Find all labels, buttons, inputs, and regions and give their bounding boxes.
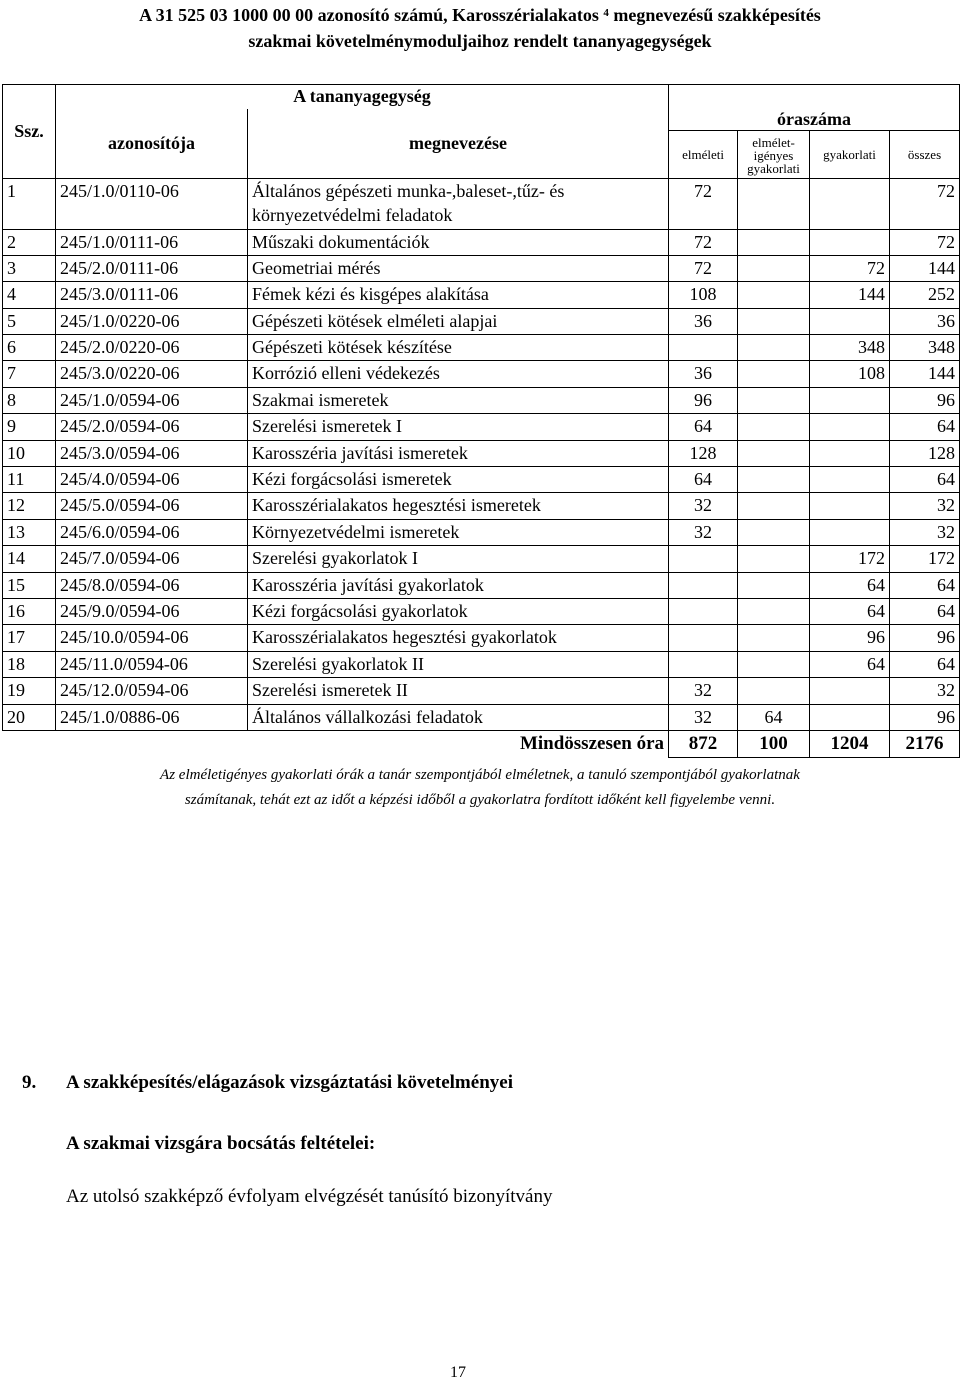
row-id: 245/11.0/0594-06 — [56, 651, 248, 677]
row-gyakorlati — [810, 493, 890, 519]
row-id: 245/8.0/0594-06 — [56, 572, 248, 598]
table-row — [3, 308, 960, 334]
table-row — [3, 255, 960, 281]
row-name: Általános vállalkozási feladatok — [248, 704, 669, 730]
row-number: 16 — [3, 598, 56, 624]
table-row — [3, 178, 960, 229]
row-osszes: 32 — [890, 519, 960, 545]
row-osszes: 64 — [890, 467, 960, 493]
row-elmeleti: 32 — [669, 678, 738, 704]
row-elmeleti: 64 — [669, 414, 738, 440]
row-id: 245/10.0/0594-06 — [56, 625, 248, 651]
row-number: 20 — [3, 704, 56, 730]
table-row — [3, 361, 960, 387]
row-elmeletigenyes — [738, 572, 810, 598]
row-gyakorlati — [810, 308, 890, 334]
row-name: Gépészeti kötések elméleti alapjai — [248, 308, 669, 334]
row-id: 245/12.0/0594-06 — [56, 678, 248, 704]
row-gyakorlati: 64 — [810, 598, 890, 624]
row-name: Karosszérialakatos hegesztési ismeretek — [248, 493, 669, 519]
row-name: Általános gépészeti munka-,baleset-,tűz- és környezetvédelmi feladatok — [248, 178, 669, 229]
table-row — [3, 229, 960, 255]
row-elmeleti: 72 — [669, 229, 738, 255]
row-gyakorlati — [810, 229, 890, 255]
row-number: 19 — [3, 678, 56, 704]
row-name: Szerelési gyakorlatok I — [248, 546, 669, 572]
row-gyakorlati: 64 — [810, 651, 890, 677]
row-elmeletigenyes — [738, 546, 810, 572]
row-elmeletigenyes — [738, 598, 810, 624]
total-row — [3, 730, 960, 757]
row-elmeleti: 32 — [669, 704, 738, 730]
footnote-line-1: Az elméletigényes gyakorlati órák a tanár szempontjából elméletnek, a tanuló szempontjából gyakorlatnak — [160, 767, 800, 783]
row-elmeleti — [669, 546, 738, 572]
title-line-1-end: megnevezésű szakképesítés — [608, 5, 821, 25]
row-elmeleti — [669, 335, 738, 361]
row-name: Karosszéria javítási ismeretek — [248, 440, 669, 466]
title-line-1 — [40, 2, 920, 28]
row-elmeleti: 96 — [669, 387, 738, 413]
table-row — [3, 440, 960, 466]
row-osszes: 96 — [890, 704, 960, 730]
row-elmeletigenyes — [738, 361, 810, 387]
table-row — [3, 651, 960, 677]
row-name: Műszaki dokumentációk — [248, 229, 669, 255]
row-gyakorlati: 144 — [810, 282, 890, 308]
section-number: 9. — [22, 1072, 37, 1093]
row-id: 245/9.0/0594-06 — [56, 598, 248, 624]
table-row — [3, 704, 960, 730]
footnote — [40, 763, 920, 813]
row-id: 245/5.0/0594-06 — [56, 493, 248, 519]
table-row — [3, 519, 960, 545]
row-elmeleti: 108 — [669, 282, 738, 308]
row-osszes: 252 — [890, 282, 960, 308]
row-id: 245/1.0/0594-06 — [56, 387, 248, 413]
row-osszes: 172 — [890, 546, 960, 572]
row-gyakorlati: 72 — [810, 255, 890, 281]
header-elmeletigenyes: elmélet-igényes gyakorlati — [738, 130, 810, 178]
table-row — [3, 493, 960, 519]
row-osszes: 32 — [890, 678, 960, 704]
row-elmeleti: 64 — [669, 467, 738, 493]
row-number: 3 — [3, 255, 56, 281]
row-number: 13 — [3, 519, 56, 545]
row-number: 6 — [3, 335, 56, 361]
header-group: A tananyagegység — [56, 85, 669, 109]
row-id: 245/4.0/0594-06 — [56, 467, 248, 493]
row-id: 245/2.0/0111-06 — [56, 255, 248, 281]
row-elmeleti: 32 — [669, 493, 738, 519]
row-gyakorlati — [810, 519, 890, 545]
row-id: 245/3.0/0594-06 — [56, 440, 248, 466]
header-gyakorlati: gyakorlati — [810, 130, 890, 178]
row-number: 12 — [3, 493, 56, 519]
row-id: 245/1.0/0110-06 — [56, 178, 248, 229]
row-gyakorlati: 96 — [810, 625, 890, 651]
row-name: Karosszéria javítási gyakorlatok — [248, 572, 669, 598]
row-elmeleti: 36 — [669, 308, 738, 334]
row-elmeleti — [669, 625, 738, 651]
row-gyakorlati — [810, 414, 890, 440]
table-row — [3, 572, 960, 598]
row-gyakorlati: 64 — [810, 572, 890, 598]
row-gyakorlati: 348 — [810, 335, 890, 361]
row-name: Geometriai mérés — [248, 255, 669, 281]
row-number: 9 — [3, 414, 56, 440]
row-id: 245/1.0/0111-06 — [56, 229, 248, 255]
row-osszes: 64 — [890, 572, 960, 598]
table-row — [3, 387, 960, 413]
total-gyakorlati: 1204 — [810, 730, 890, 757]
row-number: 8 — [3, 387, 56, 413]
row-gyakorlati: 172 — [810, 546, 890, 572]
row-elmeletigenyes — [738, 519, 810, 545]
row-elmeleti: 36 — [669, 361, 738, 387]
total-elmeleti: 872 — [669, 730, 738, 757]
row-gyakorlati — [810, 440, 890, 466]
row-elmeletigenyes — [738, 308, 810, 334]
row-osszes: 96 — [890, 387, 960, 413]
row-gyakorlati — [810, 178, 890, 229]
row-elmeleti: 72 — [669, 255, 738, 281]
table-row — [3, 467, 960, 493]
header-osszes: összes — [890, 130, 960, 178]
row-elmeletigenyes — [738, 282, 810, 308]
row-id: 245/2.0/0220-06 — [56, 335, 248, 361]
row-elmeletigenyes — [738, 178, 810, 229]
row-id: 245/6.0/0594-06 — [56, 519, 248, 545]
row-name: Kézi forgácsolási ismeretek — [248, 467, 669, 493]
row-name: Környezetvédelmi ismeretek — [248, 519, 669, 545]
row-osszes: 72 — [890, 178, 960, 229]
row-name: Kézi forgácsolási gyakorlatok — [248, 598, 669, 624]
condition-text: Az utolsó szakképző évfolyam elvégzését tanúsító bizonyítvány — [66, 1186, 553, 1207]
row-elmeletigenyes — [738, 493, 810, 519]
row-id: 245/2.0/0594-06 — [56, 414, 248, 440]
row-number: 14 — [3, 546, 56, 572]
row-elmeleti: 32 — [669, 519, 738, 545]
total-elmeletigenyes: 100 — [738, 730, 810, 757]
row-number: 18 — [3, 651, 56, 677]
row-name: Karosszérialakatos hegesztési gyakorlatok — [248, 625, 669, 651]
page-number: 17 — [450, 1364, 466, 1381]
row-osszes: 64 — [890, 414, 960, 440]
row-elmeletigenyes — [738, 335, 810, 361]
row-elmeleti: 72 — [669, 178, 738, 229]
row-osszes: 72 — [890, 229, 960, 255]
row-osszes: 144 — [890, 361, 960, 387]
row-osszes: 144 — [890, 255, 960, 281]
row-elmeleti: 128 — [669, 440, 738, 466]
row-name: Szerelési gyakorlatok II — [248, 651, 669, 677]
table-row — [3, 625, 960, 651]
header-hours-blank — [669, 85, 960, 109]
sub-heading: A szakmai vizsgára bocsátás feltételei: — [66, 1133, 376, 1154]
row-id: 245/1.0/0220-06 — [56, 308, 248, 334]
table-row — [3, 335, 960, 361]
row-elmeleti — [669, 598, 738, 624]
row-gyakorlati: 108 — [810, 361, 890, 387]
row-name: Fémek kézi és kisgépes alakítása — [248, 282, 669, 308]
row-number: 7 — [3, 361, 56, 387]
row-id: 245/3.0/0111-06 — [56, 282, 248, 308]
total-label: Mindösszesen óra — [56, 730, 669, 757]
row-elmeletigenyes — [738, 229, 810, 255]
row-gyakorlati — [810, 387, 890, 413]
row-number: 17 — [3, 625, 56, 651]
total-osszes: 2176 — [890, 730, 960, 757]
total-empty — [3, 730, 56, 757]
row-elmeletigenyes — [738, 414, 810, 440]
row-id: 245/7.0/0594-06 — [56, 546, 248, 572]
row-osszes: 32 — [890, 493, 960, 519]
header-id: azonosítója — [56, 109, 248, 179]
row-number: 5 — [3, 308, 56, 334]
row-elmeletigenyes — [738, 651, 810, 677]
row-number: 10 — [3, 440, 56, 466]
row-gyakorlati — [810, 704, 890, 730]
table-row — [3, 598, 960, 624]
row-number: 2 — [3, 229, 56, 255]
row-elmeletigenyes — [738, 678, 810, 704]
row-number: 1 — [3, 178, 56, 229]
title-line-1-text: A 31 525 03 1000 00 00 azonosító számú, Karosszérialakatos — [139, 5, 604, 25]
row-elmeletigenyes — [738, 440, 810, 466]
row-id: 245/1.0/0886-06 — [56, 704, 248, 730]
row-elmeletigenyes — [738, 387, 810, 413]
row-osszes: 348 — [890, 335, 960, 361]
row-number: 11 — [3, 467, 56, 493]
row-osszes: 64 — [890, 651, 960, 677]
footnote-line-2: számítanak, tehát ezt az időt a képzési időből a gyakorlatra fordított időként kell figyelembe venni. — [184, 792, 776, 808]
header-hours: óraszáma — [669, 109, 960, 131]
curriculum-table — [2, 84, 960, 758]
table-row — [3, 282, 960, 308]
title-superscript: 4 — [603, 7, 609, 19]
header-elmeleti: elméleti — [669, 130, 738, 178]
table-row — [3, 546, 960, 572]
section-title: A szakképesítés/elágazások vizsgáztatási követelményei — [66, 1072, 513, 1093]
row-gyakorlati — [810, 678, 890, 704]
title-line-2: szakmai követelménymoduljaihoz rendelt tananyagegységek — [248, 31, 712, 51]
row-id: 245/3.0/0220-06 — [56, 361, 248, 387]
row-number: 15 — [3, 572, 56, 598]
row-name: Gépészeti kötések készítése — [248, 335, 669, 361]
header-name: megnevezése — [248, 109, 669, 179]
row-osszes: 36 — [890, 308, 960, 334]
row-elmeletigenyes — [738, 625, 810, 651]
row-elmeletigenyes: 64 — [738, 704, 810, 730]
row-osszes: 128 — [890, 440, 960, 466]
table-row — [3, 678, 960, 704]
row-name: Szakmai ismeretek — [248, 387, 669, 413]
row-name: Szerelési ismeretek I — [248, 414, 669, 440]
row-name: Korrózió elleni védekezés — [248, 361, 669, 387]
row-number: 4 — [3, 282, 56, 308]
row-elmeleti — [669, 572, 738, 598]
row-elmeleti — [669, 651, 738, 677]
row-gyakorlati — [810, 467, 890, 493]
table-row — [3, 414, 960, 440]
row-name: Szerelési ismeretek II — [248, 678, 669, 704]
row-osszes: 96 — [890, 625, 960, 651]
row-osszes: 64 — [890, 598, 960, 624]
row-elmeletigenyes — [738, 255, 810, 281]
header-ssz: Ssz. — [3, 85, 56, 179]
row-elmeletigenyes — [738, 467, 810, 493]
document-title — [40, 2, 920, 54]
